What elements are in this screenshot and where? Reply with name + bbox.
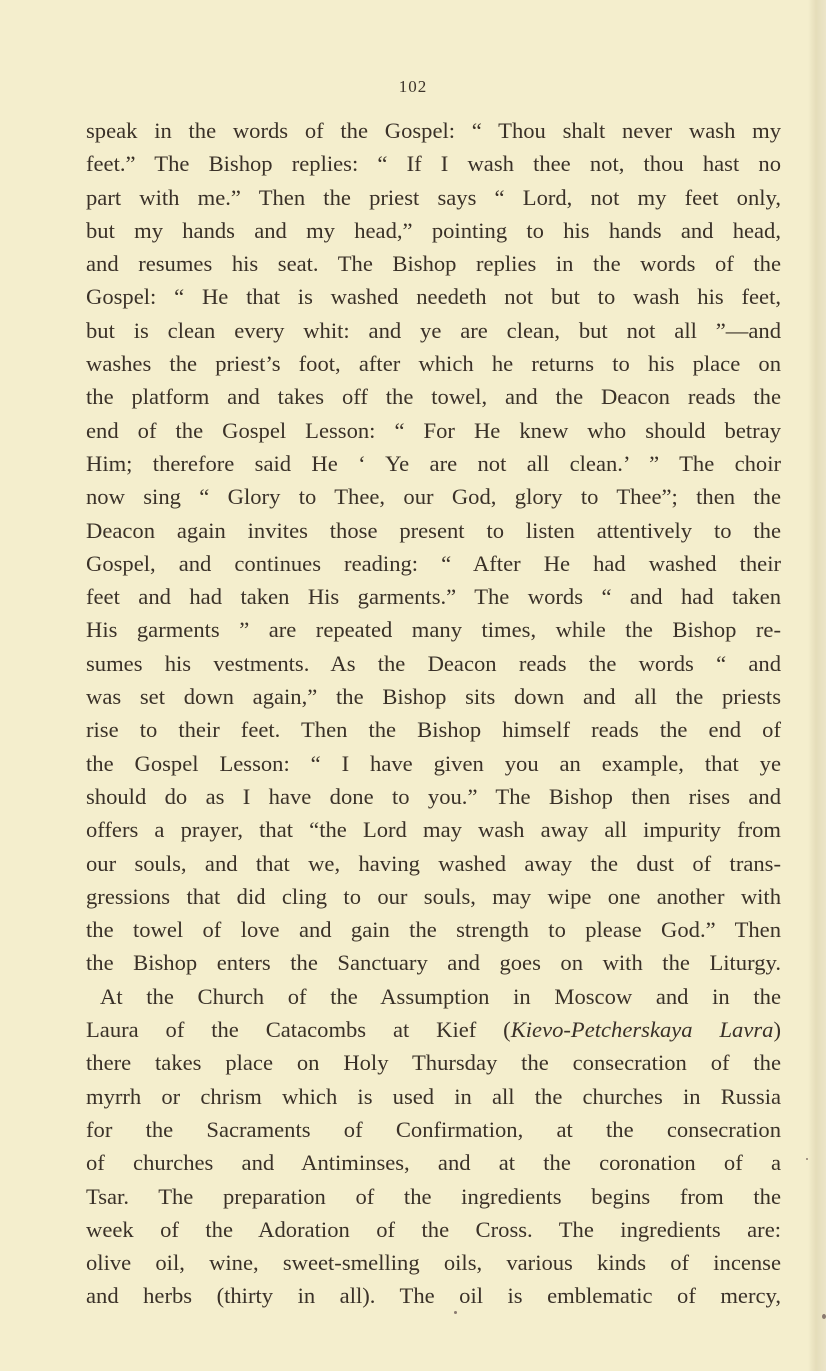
text-line: the towel of love and gain the strength to please God.” Then — [86, 917, 781, 943]
text-line: gressions that did cling to our souls, may wipe one another with — [86, 883, 781, 909]
text-line: His garments ” are repeated many times, while the Bishop re- — [86, 617, 781, 643]
scan-speck — [454, 1311, 457, 1314]
text-line: was set down again,” the Bishop sits down and all the priests — [86, 684, 781, 710]
text-line: Gospel, and continues reading: “ After He had washed their — [86, 550, 781, 576]
text-line: for the Sacraments of Confirmation, at the consecration — [86, 1116, 781, 1142]
text-line: Deacon again invites those present to listen attentively to the — [86, 517, 781, 543]
page-number: 102 — [398, 77, 428, 96]
text-segment: ) — [773, 1017, 781, 1043]
text-line: end of the Gospel Lesson: “ For He knew who should betray — [86, 417, 781, 443]
text-segment: Laura of the Catacombs at Kief ( — [86, 1017, 511, 1043]
text-line: Tsar. The preparation of the ingredients begins from the — [86, 1183, 781, 1209]
text-line: speak in the words of the Gospel: “ Thou shalt never wash my — [86, 118, 781, 143]
text-line: feet and had taken His garments.” The words “ and had taken — [86, 584, 781, 610]
text-line: myrrh or chrism which is used in all the churches in Russia — [86, 1083, 781, 1109]
text-line: rise to their feet. Then the Bishop himself reads the end of — [86, 717, 781, 743]
text-line: but my hands and my head,” pointing to his hands and head, — [86, 217, 781, 243]
paragraph-start-line: At the Church of the Assumption in Moscow and in the — [100, 983, 781, 1009]
italic-term: Kievo-Petcherskaya Lavra — [510, 1017, 774, 1043]
text-line: week of the Adoration of the Cross. The ingredients are: — [86, 1216, 781, 1242]
text-line: washes the priest’s foot, after which he returns to his place on — [86, 351, 781, 377]
scan-speck — [806, 1158, 808, 1160]
text-line: there takes place on Holy Thursday the consecration of the — [86, 1050, 781, 1076]
text-line: should do as I have done to you.” The Bishop then rises and — [86, 783, 781, 809]
text-line: the platform and takes off the towel, and the Deacon reads the — [86, 384, 781, 410]
text-line: feet.” The Bishop replies: “ If I wash thee not, thou hast no — [86, 151, 781, 177]
text-line: the Gospel Lesson: “ I have given you an example, that ye — [86, 750, 781, 776]
text-line-with-italic — [86, 1013, 781, 1046]
text-line: of churches and Antiminses, and at the coronation of a — [86, 1150, 781, 1176]
text-line: and resumes his seat. The Bishop replies in the words of the — [86, 251, 781, 277]
text-line: but is clean every whit: and ye are clean, but not all ”—and — [86, 317, 781, 343]
text-line: and herbs (thirty in all). The oil is emblematic of mercy, — [86, 1283, 781, 1309]
text-line: the Bishop enters the Sanctuary and goes on with the Liturgy. — [86, 950, 781, 976]
scan-speck — [822, 1314, 826, 1319]
text-line: sumes his vestments. As the Deacon reads the words “ and — [86, 650, 781, 676]
text-line: olive oil, wine, sweet-smelling oils, various kinds of incense — [86, 1250, 781, 1276]
text-line: Him; therefore said He ‘ Ye are not all clean.’ ” The choir — [86, 450, 781, 476]
text-line: now sing “ Glory to Thee, our God, glory to Thee”; then the — [86, 484, 781, 510]
text-line: our souls, and that we, having washed away the dust of trans- — [86, 850, 781, 876]
text-line: Gospel: “ He that is washed needeth not but to wash his feet, — [86, 284, 781, 310]
body-text — [86, 114, 781, 1313]
text-line: offers a prayer, that “the Lord may wash away all impurity from — [86, 817, 781, 843]
text-line: part with me.” Then the priest says “ Lord, not my feet only, — [86, 184, 781, 210]
